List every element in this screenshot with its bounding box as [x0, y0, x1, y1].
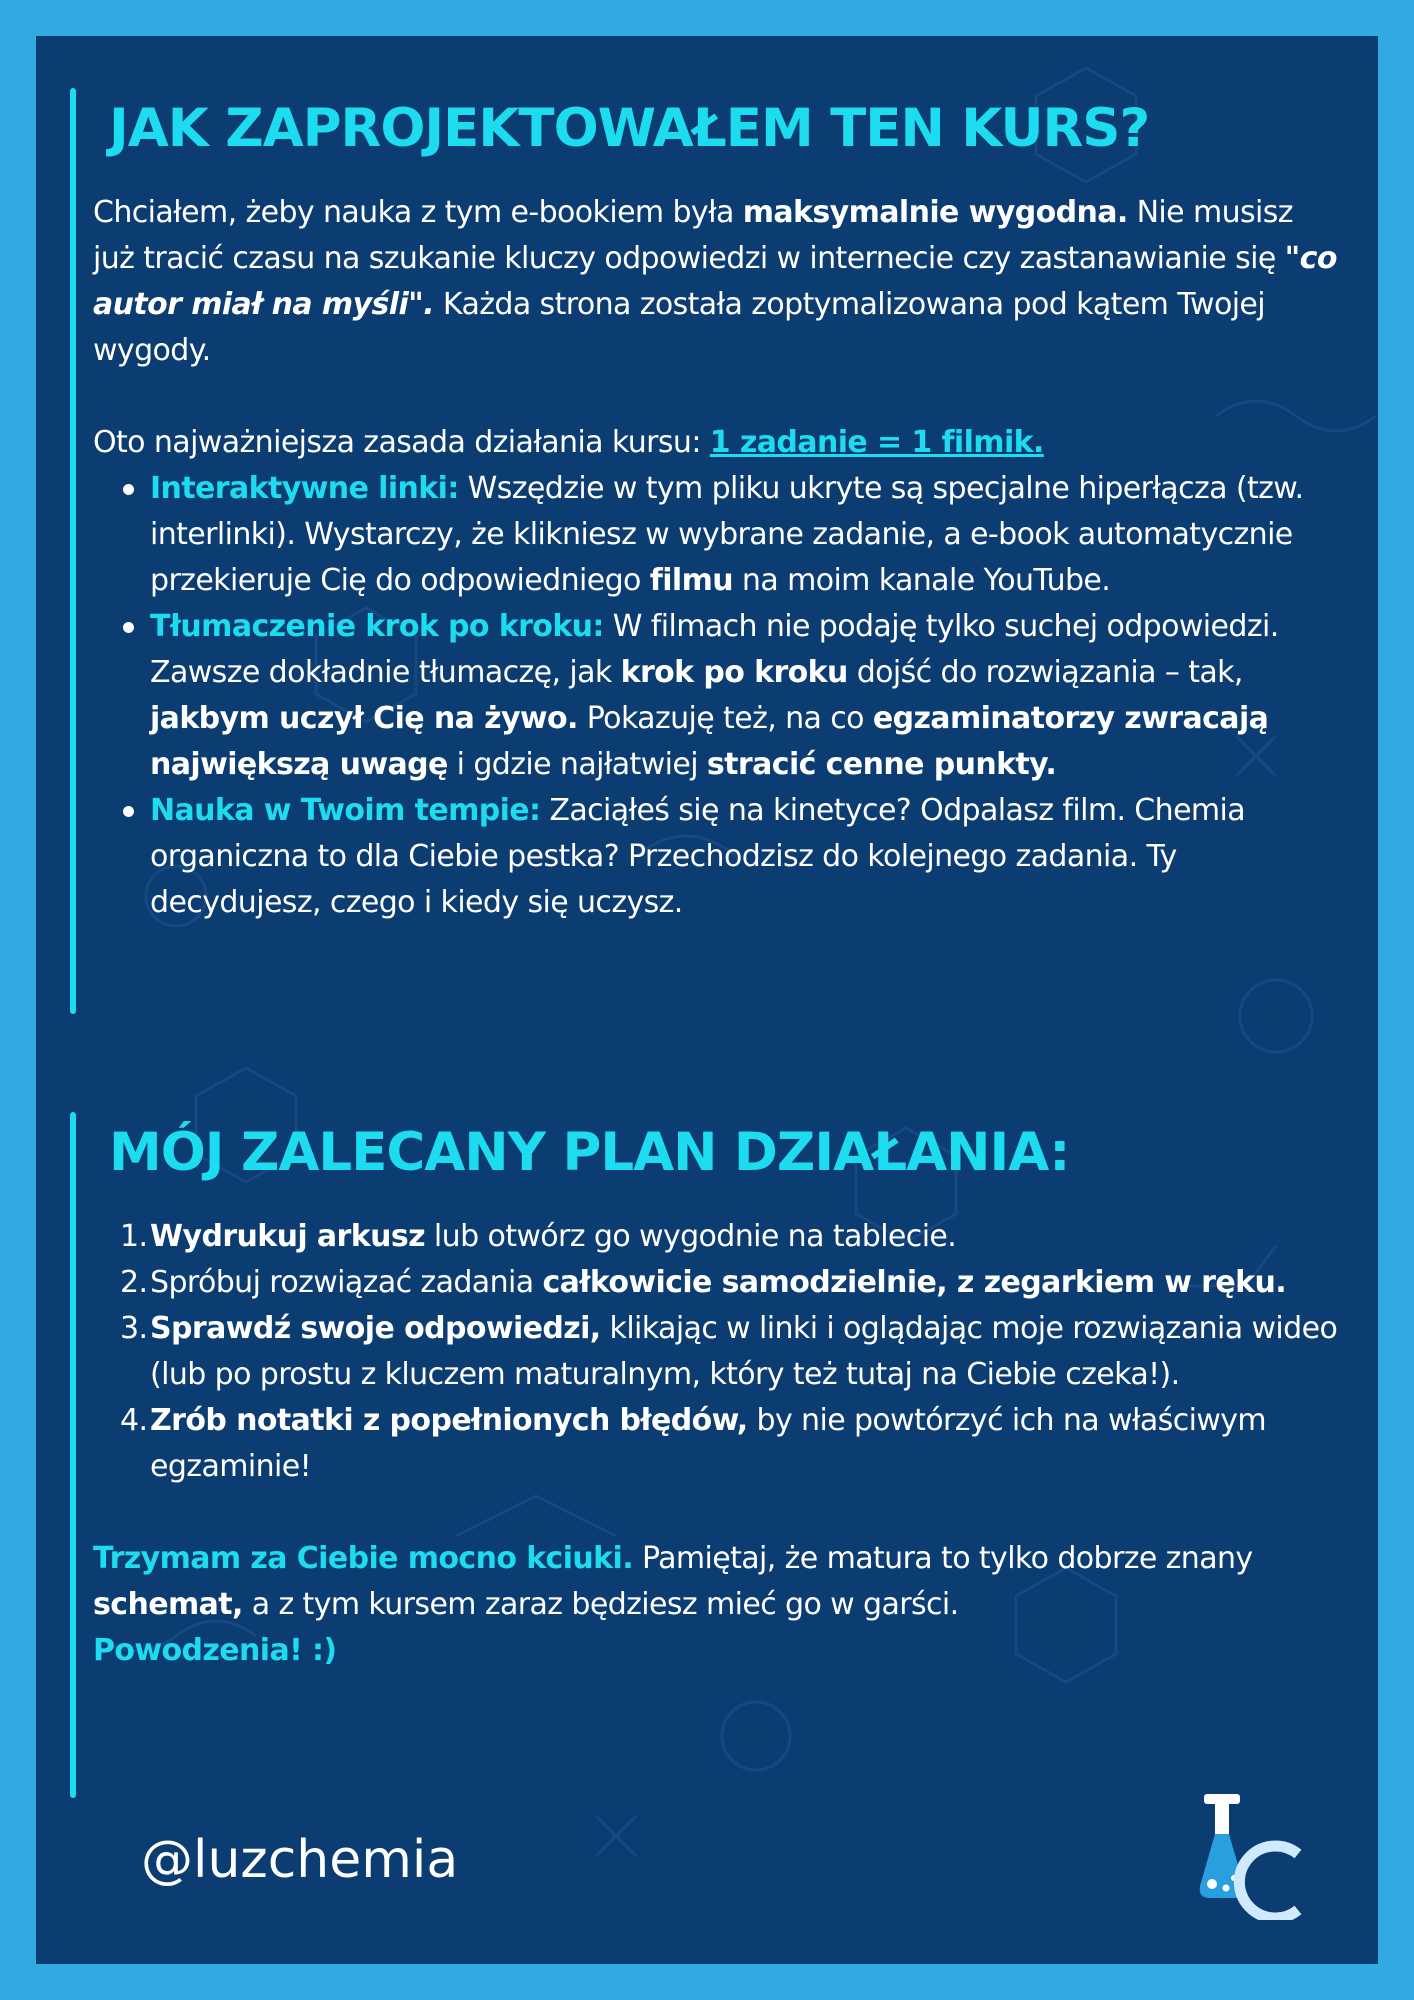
list-item: Nauka w Twoim tempie: Zaciąłeś się na kinetyce? Odpalasz film. Chemia organiczna to dla Ciebie pestka? Przechodzisz do kolejnego zadania. Ty decydujesz, czego i kiedy się uczysz. — [150, 788, 1343, 926]
list-item: 4. Zrób notatki z popełnionych błędów, by nie powtórzyć ich na właściwym egzaminie! — [120, 1403, 1267, 1484]
flask-c-logo-icon — [1198, 1794, 1302, 1920]
closing-final: Powodzenia! :) — [93, 1633, 337, 1668]
list-item: Tłumaczenie krok po kroku: W filmach nie podaję tylko suchej odpowiedzi. Zawsze dokładnie tłumaczę, jak krok po kroku dojść do rozwiązania – tak, jakbym uczył Cię na żywo. Pokazuję też, na co egzaminatorzy zwracają największą uwagę i gdzie najłatwiej stracić cenne punkty. — [150, 604, 1343, 788]
rule-paragraph: Oto najważniejsza zasada działania kursu: 1 zadanie = 1 filmik. — [93, 425, 1044, 460]
intro-paragraph: Chciałem, żeby nauka z tym e-bookiem była maksymalnie wygodna. Nie musisz już tracić czasu na szukanie kluczy odpowiedzi w internecie czy zastanawianie się "co autor miał na myśli". Każda strona została zoptymalizowana pod kątem Twojej wygody. — [93, 195, 1337, 368]
list-item: 2. Spróbuj rozwiązać zadania całkowicie samodzielnie, z zegarkiem w ręku. — [120, 1265, 1287, 1300]
closing-paragraph: Trzymam za Ciebie mocno kciuki. Pamiętaj, że matura to tylko dobrze znany schemat, a z tym kursem zaraz będziesz mieć go w garści. Powodzenia! :) — [93, 1541, 1253, 1668]
list-item: Interaktywne linki: Wszędzie w tym pliku ukryte są specjalne hiperłącza (tzw. interlinki). Wystarczy, że klikniesz w wybrane zadanie, a e-book automatycznie przekieruje Cię do odpowiedniego filmu na moim kanale YouTube. — [150, 466, 1343, 604]
section2-accent-bar — [70, 1112, 76, 1798]
feature-list — [93, 466, 1343, 926]
section2-content — [93, 1214, 1343, 1674]
list-item: 3. Sprawdź swoje odpowiedzi, klikając w linki i oglądając moje rozwiązania wideo (lub po prostu z kluczem maturalnym, który też tutaj na Ciebie czeka!). — [120, 1311, 1338, 1392]
section2-title: MÓJ ZALECANY PLAN DZIAŁANIA: — [109, 1122, 1070, 1183]
plan-steps-list — [93, 1214, 1343, 1490]
section1-content — [93, 190, 1343, 926]
rule-link[interactable]: 1 zadanie = 1 filmik. — [709, 425, 1044, 460]
section1-accent-bar — [70, 88, 76, 1014]
section1-title: JAK ZAPROJEKTOWAŁEM TEN KURS? — [109, 98, 1150, 159]
page — [36, 36, 1378, 1964]
list-item: 1. Wydrukuj arkusz lub otwórz go wygodnie na tablecie. — [120, 1219, 957, 1254]
social-handle[interactable]: @luzchemia — [141, 1830, 459, 1890]
